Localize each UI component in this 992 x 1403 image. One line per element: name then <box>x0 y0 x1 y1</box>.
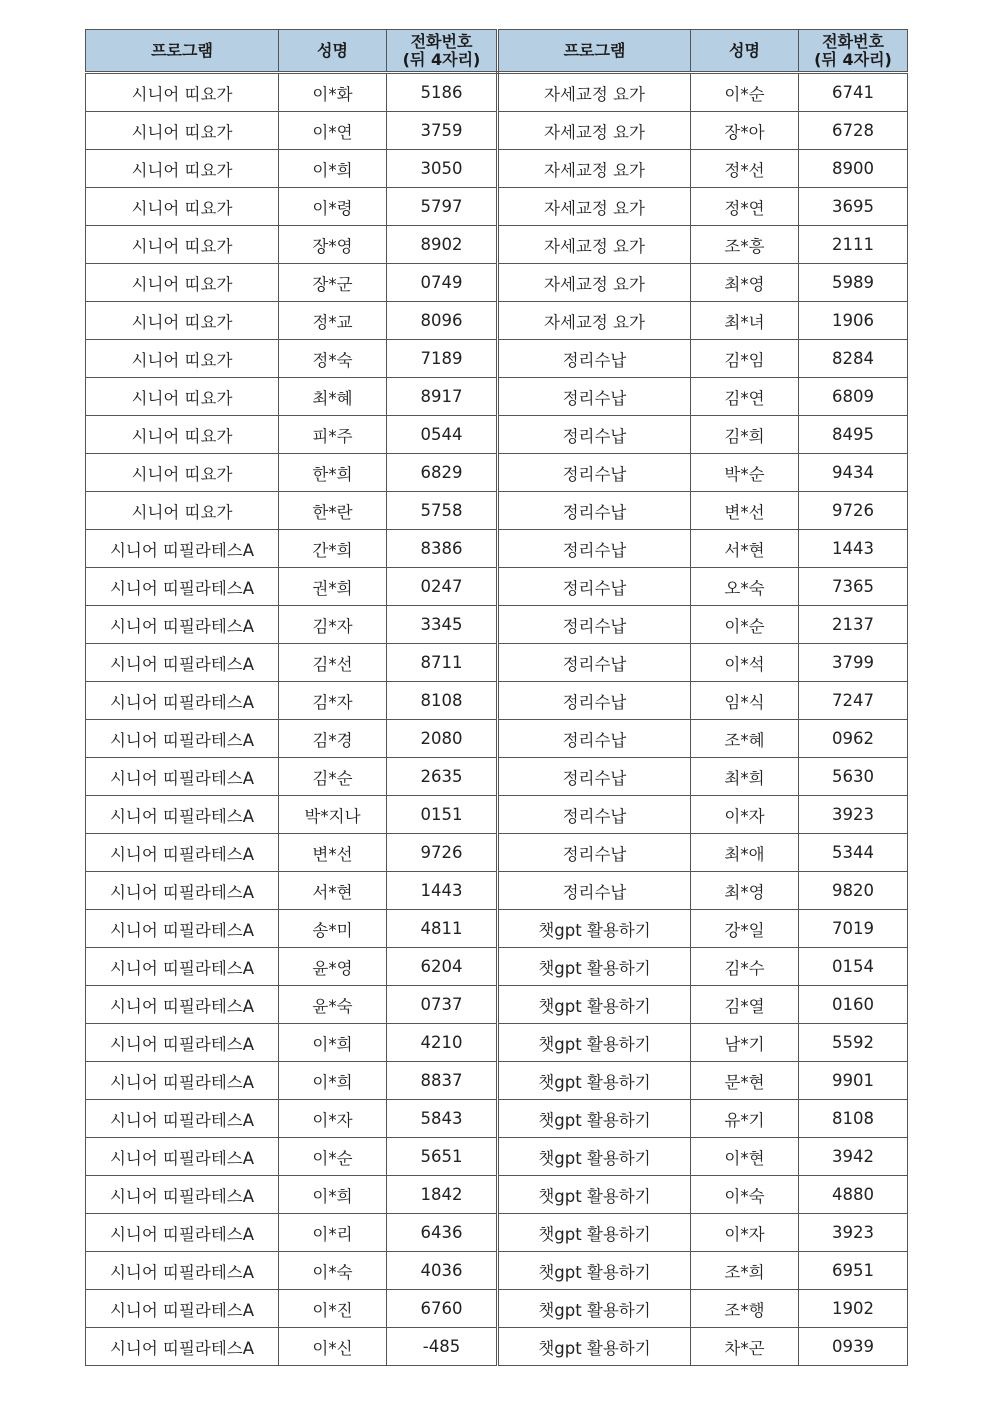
cell-name-right: 강*일 <box>691 910 799 948</box>
cell-name-right: 서*현 <box>691 530 799 568</box>
cell-program-left: 시니어 띠필라테스A <box>86 758 279 796</box>
table-row <box>86 416 908 454</box>
cell-name-right: 장*아 <box>691 112 799 150</box>
cell-phone-right: 6809 <box>799 378 908 416</box>
cell-phone-right: 8284 <box>799 340 908 378</box>
cell-phone-left: 8096 <box>387 302 498 340</box>
table-row <box>86 1138 908 1176</box>
cell-phone-left: 3759 <box>387 112 498 150</box>
cell-program-left: 시니어 띠필라테스A <box>86 1062 279 1100</box>
cell-program-right: 챗gpt 활용하기 <box>498 1290 691 1328</box>
cell-program-right: 챗gpt 활용하기 <box>498 1062 691 1100</box>
cell-phone-left: -485 <box>387 1328 498 1366</box>
cell-name-left: 송*미 <box>279 910 387 948</box>
header-name-left: 성명 <box>279 30 387 73</box>
table-row <box>86 492 908 530</box>
cell-phone-left: 8917 <box>387 378 498 416</box>
cell-name-right: 유*기 <box>691 1100 799 1138</box>
table-row <box>86 188 908 226</box>
cell-name-right: 남*기 <box>691 1024 799 1062</box>
cell-program-left: 시니어 띠요가 <box>86 73 279 112</box>
cell-program-left: 시니어 띠요가 <box>86 150 279 188</box>
cell-name-left: 이*순 <box>279 1138 387 1176</box>
cell-name-left: 정*교 <box>279 302 387 340</box>
cell-program-left: 시니어 띠요가 <box>86 264 279 302</box>
header-row <box>86 30 908 73</box>
cell-program-left: 시니어 띠필라테스A <box>86 796 279 834</box>
cell-name-right: 김*연 <box>691 378 799 416</box>
cell-phone-left: 5651 <box>387 1138 498 1176</box>
cell-phone-left: 9726 <box>387 834 498 872</box>
cell-name-left: 변*선 <box>279 834 387 872</box>
cell-program-right: 자세교정 요가 <box>498 188 691 226</box>
table-row <box>86 1328 908 1366</box>
cell-phone-left: 6204 <box>387 948 498 986</box>
cell-name-right: 이*숙 <box>691 1176 799 1214</box>
cell-name-right: 조*행 <box>691 1290 799 1328</box>
cell-phone-right: 6741 <box>799 73 908 112</box>
cell-program-left: 시니어 띠필라테스A <box>86 910 279 948</box>
cell-name-left: 이*연 <box>279 112 387 150</box>
cell-program-left: 시니어 띠필라테스A <box>86 606 279 644</box>
cell-name-left: 서*현 <box>279 872 387 910</box>
cell-name-left: 최*혜 <box>279 378 387 416</box>
cell-name-left: 정*숙 <box>279 340 387 378</box>
cell-program-right: 자세교정 요가 <box>498 150 691 188</box>
cell-phone-left: 0749 <box>387 264 498 302</box>
cell-phone-left: 8108 <box>387 682 498 720</box>
cell-phone-right: 5989 <box>799 264 908 302</box>
cell-name-right: 문*현 <box>691 1062 799 1100</box>
cell-name-left: 이*진 <box>279 1290 387 1328</box>
cell-phone-right: 7365 <box>799 568 908 606</box>
cell-program-right: 정리수납 <box>498 568 691 606</box>
cell-phone-right: 5630 <box>799 758 908 796</box>
table-row <box>86 264 908 302</box>
cell-phone-right: 3799 <box>799 644 908 682</box>
header-phone-label: 전화번호 <box>822 31 884 51</box>
cell-program-left: 시니어 띠요가 <box>86 188 279 226</box>
cell-program-left: 시니어 띠필라테스A <box>86 682 279 720</box>
cell-phone-right: 6951 <box>799 1252 908 1290</box>
cell-name-left: 윤*숙 <box>279 986 387 1024</box>
cell-program-left: 시니어 띠요가 <box>86 378 279 416</box>
cell-phone-left: 0544 <box>387 416 498 454</box>
cell-name-left: 이*리 <box>279 1214 387 1252</box>
cell-name-left: 이*자 <box>279 1100 387 1138</box>
cell-name-left: 이*희 <box>279 1176 387 1214</box>
cell-name-right: 이*순 <box>691 606 799 644</box>
cell-name-left: 김*자 <box>279 606 387 644</box>
cell-name-right: 최*영 <box>691 264 799 302</box>
table-row <box>86 568 908 606</box>
cell-program-left: 시니어 띠요가 <box>86 454 279 492</box>
cell-name-right: 이*현 <box>691 1138 799 1176</box>
cell-program-right: 정리수납 <box>498 378 691 416</box>
cell-program-right: 챗gpt 활용하기 <box>498 986 691 1024</box>
cell-phone-right: 2111 <box>799 226 908 264</box>
cell-program-left: 시니어 띠요가 <box>86 340 279 378</box>
cell-name-left: 권*희 <box>279 568 387 606</box>
cell-phone-right: 5344 <box>799 834 908 872</box>
cell-phone-right: 6728 <box>799 112 908 150</box>
cell-program-right: 챗gpt 활용하기 <box>498 948 691 986</box>
cell-program-left: 시니어 띠필라테스A <box>86 834 279 872</box>
cell-phone-left: 8386 <box>387 530 498 568</box>
cell-phone-right: 4880 <box>799 1176 908 1214</box>
cell-phone-left: 6829 <box>387 454 498 492</box>
cell-name-right: 조*혜 <box>691 720 799 758</box>
cell-name-left: 한*희 <box>279 454 387 492</box>
cell-phone-left: 3345 <box>387 606 498 644</box>
cell-program-right: 챗gpt 활용하기 <box>498 1100 691 1138</box>
header-program-left: 프로그램 <box>86 30 279 73</box>
cell-phone-left: 8711 <box>387 644 498 682</box>
cell-program-left: 시니어 띠필라테스A <box>86 1290 279 1328</box>
cell-name-left: 김*자 <box>279 682 387 720</box>
cell-program-right: 챗gpt 활용하기 <box>498 1252 691 1290</box>
cell-program-right: 챗gpt 활용하기 <box>498 1176 691 1214</box>
cell-program-left: 시니어 띠필라테스A <box>86 1138 279 1176</box>
cell-phone-left: 2080 <box>387 720 498 758</box>
cell-phone-right: 0962 <box>799 720 908 758</box>
cell-phone-right: 0154 <box>799 948 908 986</box>
cell-name-left: 박*지나 <box>279 796 387 834</box>
cell-name-left: 이*희 <box>279 150 387 188</box>
cell-name-right: 임*식 <box>691 682 799 720</box>
cell-phone-left: 4210 <box>387 1024 498 1062</box>
table-row <box>86 73 908 112</box>
cell-name-left: 피*주 <box>279 416 387 454</box>
header-phone-label: 전화번호 <box>410 31 473 51</box>
cell-phone-right: 9901 <box>799 1062 908 1100</box>
cell-name-right: 김*희 <box>691 416 799 454</box>
header-phone-sublabel: (뒤 4자리) <box>402 49 481 69</box>
cell-name-right: 김*수 <box>691 948 799 986</box>
cell-program-right: 챗gpt 활용하기 <box>498 1328 691 1366</box>
cell-name-right: 최*애 <box>691 834 799 872</box>
cell-program-left: 시니어 띠필라테스A <box>86 986 279 1024</box>
header-program-right: 프로그램 <box>498 30 691 73</box>
header-phone-left <box>387 30 498 73</box>
cell-phone-left: 8837 <box>387 1062 498 1100</box>
cell-phone-right: 7247 <box>799 682 908 720</box>
cell-program-left: 시니어 띠필라테스A <box>86 644 279 682</box>
table-row <box>86 1252 908 1290</box>
table-row <box>86 986 908 1024</box>
cell-name-right: 최*영 <box>691 872 799 910</box>
cell-program-right: 챗gpt 활용하기 <box>498 1024 691 1062</box>
cell-name-right: 최*희 <box>691 758 799 796</box>
table-row <box>86 948 908 986</box>
cell-phone-right: 0160 <box>799 986 908 1024</box>
cell-program-left: 시니어 띠필라테스A <box>86 1252 279 1290</box>
cell-name-left: 이*신 <box>279 1328 387 1366</box>
cell-program-right: 정리수납 <box>498 454 691 492</box>
cell-phone-right: 1906 <box>799 302 908 340</box>
cell-program-right: 자세교정 요가 <box>498 73 691 112</box>
cell-program-left: 시니어 띠요가 <box>86 226 279 264</box>
cell-name-right: 이*순 <box>691 73 799 112</box>
cell-phone-left: 4036 <box>387 1252 498 1290</box>
cell-name-right: 차*곤 <box>691 1328 799 1366</box>
cell-phone-right: 3923 <box>799 1214 908 1252</box>
cell-program-right: 정리수납 <box>498 340 691 378</box>
table-row <box>86 530 908 568</box>
cell-program-right: 자세교정 요가 <box>498 226 691 264</box>
cell-name-right: 정*연 <box>691 188 799 226</box>
table-body <box>86 73 908 1366</box>
cell-program-right: 정리수납 <box>498 834 691 872</box>
cell-program-right: 정리수납 <box>498 606 691 644</box>
cell-program-left: 시니어 띠요가 <box>86 302 279 340</box>
table-row <box>86 720 908 758</box>
cell-program-left: 시니어 띠필라테스A <box>86 568 279 606</box>
cell-phone-right: 5592 <box>799 1024 908 1062</box>
table-row <box>86 758 908 796</box>
cell-program-right: 정리수납 <box>498 530 691 568</box>
cell-name-left: 이*화 <box>279 73 387 112</box>
table-header <box>86 30 908 73</box>
table-row <box>86 1290 908 1328</box>
cell-name-right: 이*자 <box>691 1214 799 1252</box>
cell-program-left: 시니어 띠요가 <box>86 492 279 530</box>
cell-phone-left: 1443 <box>387 872 498 910</box>
cell-program-right: 정리수납 <box>498 682 691 720</box>
cell-name-right: 최*녀 <box>691 302 799 340</box>
cell-program-right: 정리수납 <box>498 758 691 796</box>
cell-program-right: 정리수납 <box>498 796 691 834</box>
cell-program-left: 시니어 띠필라테스A <box>86 948 279 986</box>
header-phone-sublabel: (뒤 4자리) <box>814 49 892 69</box>
table-row <box>86 150 908 188</box>
table-row <box>86 796 908 834</box>
cell-program-left: 시니어 띠필라테스A <box>86 530 279 568</box>
cell-name-right: 정*선 <box>691 150 799 188</box>
cell-program-right: 정리수납 <box>498 872 691 910</box>
cell-program-left: 시니어 띠필라테스A <box>86 1328 279 1366</box>
cell-phone-left: 0247 <box>387 568 498 606</box>
cell-phone-left: 5797 <box>387 188 498 226</box>
cell-phone-right: 0939 <box>799 1328 908 1366</box>
table-row <box>86 302 908 340</box>
table-row <box>86 682 908 720</box>
cell-phone-right: 8900 <box>799 150 908 188</box>
cell-phone-right: 3942 <box>799 1138 908 1176</box>
cell-name-right: 조*흥 <box>691 226 799 264</box>
table-row <box>86 1024 908 1062</box>
cell-phone-right: 3923 <box>799 796 908 834</box>
cell-program-right: 정리수납 <box>498 492 691 530</box>
cell-phone-right: 8495 <box>799 416 908 454</box>
cell-program-right: 챗gpt 활용하기 <box>498 910 691 948</box>
cell-name-right: 김*열 <box>691 986 799 1024</box>
cell-program-left: 시니어 띠필라테스A <box>86 1024 279 1062</box>
cell-program-right: 자세교정 요가 <box>498 264 691 302</box>
cell-program-right: 정리수납 <box>498 644 691 682</box>
cell-phone-left: 5843 <box>387 1100 498 1138</box>
cell-name-right: 조*희 <box>691 1252 799 1290</box>
cell-phone-right: 1443 <box>799 530 908 568</box>
table-row <box>86 1062 908 1100</box>
table-row <box>86 834 908 872</box>
cell-name-left: 한*란 <box>279 492 387 530</box>
cell-phone-right: 2137 <box>799 606 908 644</box>
cell-program-right: 정리수납 <box>498 416 691 454</box>
cell-phone-left: 0737 <box>387 986 498 1024</box>
table-row <box>86 606 908 644</box>
cell-program-right: 챗gpt 활용하기 <box>498 1138 691 1176</box>
cell-phone-right: 9726 <box>799 492 908 530</box>
cell-phone-left: 0151 <box>387 796 498 834</box>
table-row <box>86 1214 908 1252</box>
cell-name-left: 이*령 <box>279 188 387 226</box>
cell-phone-left: 5758 <box>387 492 498 530</box>
cell-phone-right: 7019 <box>799 910 908 948</box>
cell-program-left: 시니어 띠필라테스A <box>86 1214 279 1252</box>
cell-phone-left: 6436 <box>387 1214 498 1252</box>
cell-name-right: 오*숙 <box>691 568 799 606</box>
cell-name-left: 이*숙 <box>279 1252 387 1290</box>
cell-program-left: 시니어 띠필라테스A <box>86 872 279 910</box>
table-row <box>86 226 908 264</box>
table-row <box>86 378 908 416</box>
cell-phone-left: 3050 <box>387 150 498 188</box>
cell-program-right: 자세교정 요가 <box>498 302 691 340</box>
cell-name-left: 김*경 <box>279 720 387 758</box>
cell-name-left: 김*순 <box>279 758 387 796</box>
cell-name-right: 박*순 <box>691 454 799 492</box>
table-row <box>86 1100 908 1138</box>
cell-phone-left: 1842 <box>387 1176 498 1214</box>
cell-phone-left: 5186 <box>387 73 498 112</box>
cell-name-left: 간*희 <box>279 530 387 568</box>
cell-name-left: 이*희 <box>279 1062 387 1100</box>
table-row <box>86 340 908 378</box>
cell-name-left: 이*희 <box>279 1024 387 1062</box>
cell-phone-right: 1902 <box>799 1290 908 1328</box>
cell-program-left: 시니어 띠필라테스A <box>86 1176 279 1214</box>
cell-phone-right: 3695 <box>799 188 908 226</box>
cell-name-right: 김*임 <box>691 340 799 378</box>
header-phone-right <box>799 30 908 73</box>
header-name-right: 성명 <box>691 30 799 73</box>
cell-program-left: 시니어 띠요가 <box>86 416 279 454</box>
cell-name-right: 이*자 <box>691 796 799 834</box>
cell-program-left: 시니어 띠요가 <box>86 112 279 150</box>
cell-program-right: 자세교정 요가 <box>498 112 691 150</box>
cell-name-left: 장*군 <box>279 264 387 302</box>
cell-phone-left: 6760 <box>387 1290 498 1328</box>
cell-program-left: 시니어 띠필라테스A <box>86 720 279 758</box>
cell-phone-right: 9434 <box>799 454 908 492</box>
table-row <box>86 112 908 150</box>
table-row <box>86 872 908 910</box>
cell-phone-left: 4811 <box>387 910 498 948</box>
registrant-table <box>85 29 908 1366</box>
table-row <box>86 1176 908 1214</box>
cell-phone-left: 2635 <box>387 758 498 796</box>
cell-phone-right: 8108 <box>799 1100 908 1138</box>
cell-name-left: 장*영 <box>279 226 387 264</box>
table-row <box>86 910 908 948</box>
cell-phone-left: 7189 <box>387 340 498 378</box>
table-row <box>86 454 908 492</box>
cell-phone-right: 9820 <box>799 872 908 910</box>
cell-phone-left: 8902 <box>387 226 498 264</box>
cell-name-right: 변*선 <box>691 492 799 530</box>
cell-name-left: 윤*영 <box>279 948 387 986</box>
cell-program-left: 시니어 띠필라테스A <box>86 1100 279 1138</box>
cell-program-right: 챗gpt 활용하기 <box>498 1214 691 1252</box>
cell-name-right: 이*석 <box>691 644 799 682</box>
cell-program-right: 정리수납 <box>498 720 691 758</box>
table-row <box>86 644 908 682</box>
cell-name-left: 김*선 <box>279 644 387 682</box>
